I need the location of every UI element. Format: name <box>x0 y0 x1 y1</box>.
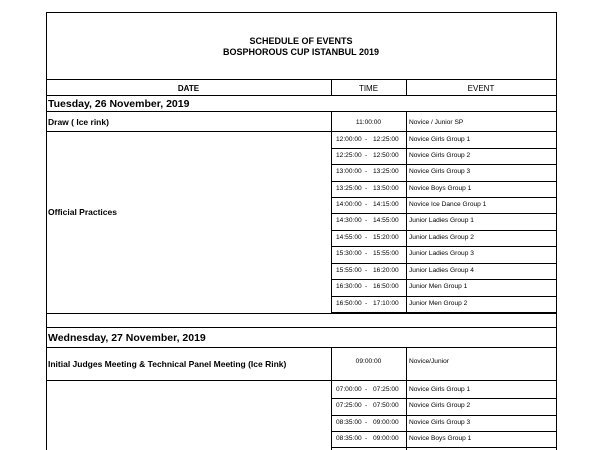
grid-line <box>331 213 556 214</box>
grid-line <box>331 230 556 231</box>
grid-line <box>331 181 556 182</box>
event-name: Junior Men Group 2 <box>409 300 468 307</box>
start-time: 11:00:00 <box>355 119 382 126</box>
grid-line <box>331 148 556 149</box>
start-time: 07:25:00 <box>336 402 362 409</box>
time-separator: - <box>365 217 368 224</box>
end-time: 09:00:00 <box>373 419 399 426</box>
start-time: 16:30:00 <box>336 283 362 290</box>
grid-line <box>331 431 556 432</box>
start-time: 07:00:00 <box>336 386 362 393</box>
end-time: 12:50:00 <box>373 152 399 159</box>
grid-line <box>331 164 556 165</box>
time-separator: - <box>365 168 368 175</box>
end-time: 12:25:00 <box>373 136 399 143</box>
event-name: Novice Girls Group 3 <box>409 419 471 426</box>
grid-line <box>331 312 556 313</box>
time-separator: - <box>365 402 368 409</box>
start-time: 13:25:00 <box>336 185 362 192</box>
grid-line <box>331 111 332 313</box>
time-separator: - <box>365 185 368 192</box>
end-time: 16:20:00 <box>373 267 399 274</box>
grid-line <box>331 263 556 264</box>
document-title: SCHEDULE OF EVENTS <box>249 36 353 46</box>
grid-line <box>46 79 556 80</box>
grid-line <box>46 380 556 381</box>
grid-line <box>331 279 556 280</box>
start-time: 14:00:00 <box>336 201 362 208</box>
column-header-date: DATE <box>177 84 200 93</box>
event-name: Novice Boys Group 1 <box>409 435 472 442</box>
event-name: Junior Ladies Group 2 <box>409 234 474 241</box>
grid-line <box>331 197 556 198</box>
time-separator: - <box>365 300 368 307</box>
grid-line <box>46 131 556 132</box>
end-time: 15:20:00 <box>373 234 399 241</box>
group-label-draw: Draw ( Ice rink) <box>48 117 109 127</box>
column-header-event: EVENT <box>467 84 495 93</box>
start-time: 09:00:00 <box>355 358 382 365</box>
time-separator: - <box>365 386 368 393</box>
event-name: Novice Girls Group 1 <box>409 386 471 393</box>
grid-line <box>331 398 556 399</box>
event-name: Novice / Junior SP <box>409 119 464 126</box>
end-time: 09:00:00 <box>373 435 399 442</box>
grid-line <box>46 111 556 112</box>
start-time: 16:50:00 <box>336 300 362 307</box>
time-separator: - <box>365 201 368 208</box>
end-time: 17:10:00 <box>373 300 399 307</box>
time-separator: - <box>365 250 368 257</box>
time-separator: - <box>365 136 368 143</box>
end-time: 13:50:00 <box>373 185 399 192</box>
start-time: 13:00:00 <box>336 168 362 175</box>
grid-line <box>331 296 556 297</box>
time-separator: - <box>365 419 368 426</box>
group-label-official-practices: Official Practices <box>48 207 117 217</box>
start-time: 08:35:00 <box>336 419 362 426</box>
event-name: Junior Men Group 1 <box>409 283 468 290</box>
grid-line <box>406 79 407 95</box>
event-name: Novice Ice Dance Group 1 <box>409 201 487 208</box>
event-name: Novice/Junior <box>409 358 449 365</box>
start-time: 08:35:00 <box>336 435 362 442</box>
column-header-time: TIME <box>358 84 379 93</box>
start-time: 14:55:00 <box>336 234 362 241</box>
event-name: Novice Boys Group 1 <box>409 185 472 192</box>
event-name: Novice Girls Group 2 <box>409 402 471 409</box>
end-time: 13:25:00 <box>373 168 399 175</box>
event-name: Junior Ladies Group 1 <box>409 217 474 224</box>
day-heading: Wednesday, 27 November, 2019 <box>48 332 206 344</box>
time-separator: - <box>365 267 368 274</box>
document-subtitle: BOSPHOROUS CUP ISTANBUL 2019 <box>222 47 380 57</box>
group-label-judges-meeting: Initial Judges Meeting & Technical Panel Meeting (Ice Rink) <box>48 359 287 369</box>
grid-line <box>331 415 556 416</box>
end-time: 15:55:00 <box>373 250 399 257</box>
end-time: 14:15:00 <box>373 201 399 208</box>
end-time: 14:55:00 <box>373 217 399 224</box>
grid-line <box>331 246 556 247</box>
grid-line <box>46 95 556 96</box>
start-time: 14:30:00 <box>336 217 362 224</box>
time-separator: - <box>365 283 368 290</box>
grid-line <box>331 447 556 448</box>
grid-line <box>46 313 556 314</box>
time-separator: - <box>365 152 368 159</box>
grid-line <box>46 12 47 450</box>
event-name: Junior Ladies Group 3 <box>409 250 474 257</box>
event-name: Junior Ladies Group 4 <box>409 267 474 274</box>
end-time: 16:50:00 <box>373 283 399 290</box>
end-time: 07:25:00 <box>373 386 399 393</box>
start-time: 12:00:00 <box>336 136 362 143</box>
start-time: 15:55:00 <box>336 267 362 274</box>
grid-line <box>556 12 557 450</box>
grid-line <box>406 111 407 313</box>
day-heading: Tuesday, 26 November, 2019 <box>48 98 190 110</box>
time-separator: - <box>365 435 368 442</box>
grid-line <box>46 347 556 348</box>
start-time: 15:30:00 <box>336 250 362 257</box>
end-time: 07:50:00 <box>373 402 399 409</box>
event-name: Novice Girls Group 3 <box>409 168 471 175</box>
start-time: 12:25:00 <box>336 152 362 159</box>
grid-line <box>331 79 332 95</box>
event-name: Novice Girls Group 1 <box>409 136 471 143</box>
time-separator: - <box>365 234 368 241</box>
grid-line <box>46 12 556 13</box>
grid-line <box>46 327 556 328</box>
event-name: Novice Girls Group 2 <box>409 152 471 159</box>
